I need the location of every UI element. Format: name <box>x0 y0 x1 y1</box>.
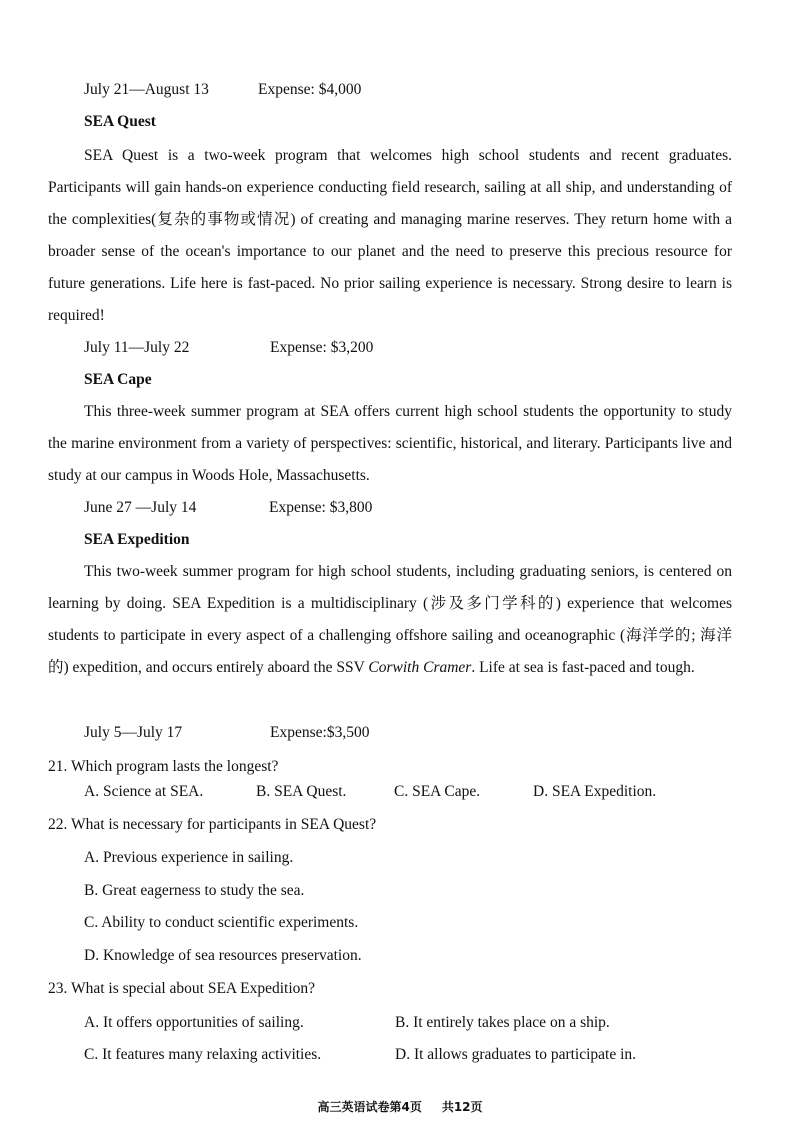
answer-option[interactable]: A. Previous experience in sailing. <box>84 849 294 866</box>
program-description-sea-quest: SEA Quest is a two-week program that welcomes high school students and recent graduates. Participants will gain hands-on experience conducting field research, sailing at all ship, and understanding of the complexities(复杂的事物或情况) of creating and managing marine reserves. They return home with a broader sense of the ocean's importance to our planet and the need to preserve this precious resource for future generations. Life here is fast-paced. No prior sailing experience is necessary. Strong desire to learn is required! <box>48 147 732 324</box>
program-info-line <box>84 498 372 518</box>
question-stem: 22. What is necessary for participants in SEA Quest? <box>48 816 377 833</box>
program-heading-sea-quest: SEA Quest <box>84 113 156 130</box>
page-number: 高三英语试卷第4页 <box>317 1100 422 1114</box>
answer-option[interactable]: C. Ability to conduct scientific experiments. <box>84 914 359 931</box>
question-stem: 21. Which program lasts the longest? <box>48 758 279 775</box>
answer-option[interactable]: D. SEA Expedition. <box>533 783 657 800</box>
program-expense: Expense: $4,000 <box>258 81 362 98</box>
program-info-line <box>84 338 373 358</box>
page-footer <box>0 1098 800 1115</box>
answer-option[interactable]: B. Great eagerness to study the sea. <box>84 882 305 899</box>
program-dates: July 11—July 22 <box>84 339 190 356</box>
question-stem: 23. What is special about SEA Expedition? <box>48 980 316 997</box>
answer-option[interactable]: D. Knowledge of sea resources preservation. <box>84 947 362 964</box>
program-description-sea-expedition <box>48 556 732 684</box>
program-info-line <box>84 80 361 100</box>
answer-option[interactable]: A. It offers opportunities of sailing. <box>84 1014 304 1031</box>
program-expense: Expense: $3,800 <box>269 499 373 516</box>
description-text: This two-week summer program for high school students, including graduating seniors, is centered on learning by doing. SEA Expedition is a multidisciplinary (涉及多门学科的) experience that welcomes students to participate in every aspect of a challenging offshore sailing and oceanographic (海洋学的; 海洋的) expedition, and occurs entirely aboard the SSV <box>48 563 732 676</box>
answer-option[interactable]: B. SEA Quest. <box>256 783 347 800</box>
program-dates: June 27 —July 14 <box>84 499 197 516</box>
program-heading-sea-expedition: SEA Expedition <box>84 531 190 548</box>
answer-option[interactable]: C. It features many relaxing activities. <box>84 1046 322 1063</box>
ship-name: Corwith Cramer <box>368 659 472 676</box>
program-info-line <box>84 723 369 743</box>
program-expense: Expense: $3,200 <box>270 339 374 356</box>
program-heading-sea-cape: SEA Cape <box>84 371 152 388</box>
description-text: . Life at sea is fast-paced and tough. <box>471 659 695 676</box>
answer-option[interactable]: A. Science at SEA. <box>84 783 204 800</box>
program-expense: Expense:$3,500 <box>270 724 370 741</box>
total-pages: 共12页 <box>441 1100 483 1114</box>
answer-option[interactable]: B. It entirely takes place on a ship. <box>395 1014 610 1031</box>
program-description-sea-cape: This three-week summer program at SEA offers current high school students the opportunity to study the marine environment from a variety of perspectives: scientific, historical, and literary. Participants live and study at our campus in Woods Hole, Massachusetts. <box>48 403 732 484</box>
program-dates: July 5—July 17 <box>84 724 183 741</box>
answer-option[interactable]: C. SEA Cape. <box>394 783 481 800</box>
answer-option[interactable]: D. It allows graduates to participate in. <box>395 1046 637 1063</box>
program-dates: July 21—August 13 <box>84 81 209 98</box>
